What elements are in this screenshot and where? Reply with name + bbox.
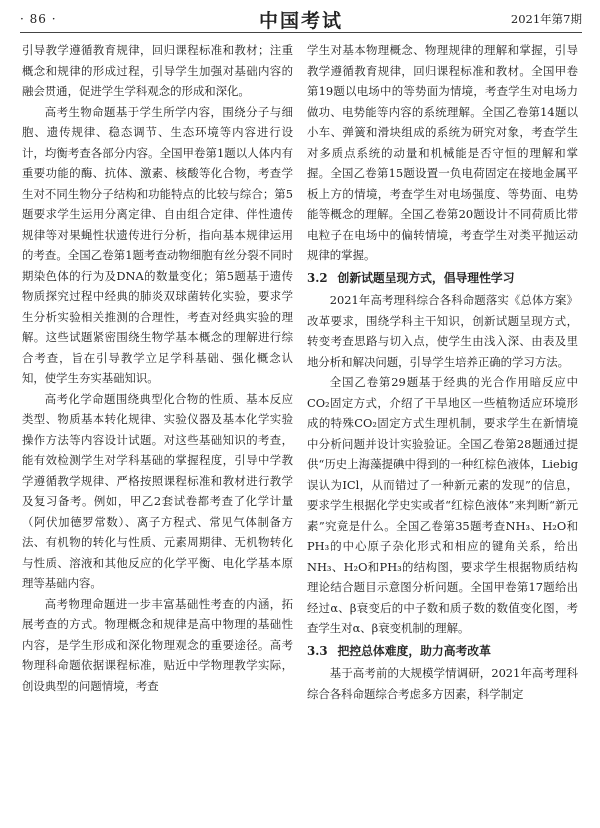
- page-number: · 86 ·: [20, 12, 57, 26]
- section-heading: [307, 641, 578, 662]
- section-number: 3.2: [307, 270, 328, 285]
- section-heading: [307, 268, 578, 289]
- issue-label: 2021年第7期: [510, 12, 582, 26]
- paragraph: 高考物理命题进一步丰富基础性考查的内涵，拓展考查的方式。物理概念和规律是高中物理的基础性内容，是学生形成和深化物理观念的重要途径。高考物理科命题依据课程标准，贴近中学物理教学实际，创设典型的问题情境，考查: [22, 596, 293, 693]
- left-column: [22, 40, 293, 822]
- section-title: 把控总体难度，助力高考改革: [337, 643, 491, 658]
- paragraph: 引导教学遵循教育规律，回归课程标准和教材；注重概念和规律的形成过程，引导学生加强对基础内容的融会贯通，促进学生学科观念的形成和深化。: [22, 43, 293, 98]
- paragraph: 学生对基本物理概念、物理规律的理解和掌握，引导教学遵循教育规律，回归课程标准和教材。全国甲卷第19题以电场中的等势面为情境，考查学生对电场力做功、电势能等内容的系统理解。全国乙卷第14题以小车、弹簧和滑块组成的系统为研究对象，考查学生对多质点系统的动量和机械能是否守恒的理解和掌握。全国乙卷第15题设置一负电荷固定在接地金属平板上方的情境，考查学生对电场强度、等势面、电势能等概念的理解。全国乙卷第20题设计不同荷质比带电粒子在电场中的偏转情境，考查学生对类平抛运动规律的掌握。: [307, 43, 578, 262]
- paragraph: 2021年高考理科综合各科命题落实《总体方案》改革要求，围绕学科主干知识，创新试题呈现方式，转变考查思路与切入点，使学生由浅入深、由表及里地分析和解决问题，引导学生培养正确的学习方法。: [307, 293, 578, 369]
- page-header: [20, 6, 582, 33]
- paragraph: 全国乙卷第29题基于经典的光合作用暗反应中CO₂固定方式，介绍了干旱地区一些植物适应环境形成的特殊CO₂固定方式生理机制，要求学生在新情境中分析问题并设计实验验证。全国乙卷第28题通过提供“历史上海藻提碘中得到的一种红棕色液体，Liebig误认为ICl，从而错过了一种新元素的发现”的信息，要求学生根据化学史实或者“红棕色液体”来判断“新元素”究竟是什么。全国乙卷第35题考查NH₃、H₂O和PH₃的中心原子杂化形式和相应的键角关系，给出NH₃、H₂O和PH₃的结构图，要求学生根据物质结构理论结合题目示意图分析问题。全国甲卷第17题给出经过α、β衰变后的中子数和质子数的数值变化图，考查学生对α、β衰变机制的理解。: [307, 375, 578, 635]
- paragraph: 基于高考前的大规模学情调研，2021年高考理科综合各科命题综合考虑多方因素，科学制定: [307, 666, 578, 701]
- section-number: 3.3: [307, 643, 328, 658]
- paragraph: 高考化学命题围绕典型化合物的性质、基本反应类型、物质基本转化规律、实验仪器及基本化学实验操作方法等内容设计试题。对这些基础知识的考查，能有效检测学生对学科基础的掌握程度，引导中学教学遵循教学规律、严格按照课程标准和教材进行教学及复习备考。例如，甲乙2套试卷都考查了化学计量（阿伏加德罗常数）、离子方程式、常见气体制备方法、有机物的转化与性质、元素周期律、无机物转化与性质、溶液和其他反应的化学平衡、电化学基本原理等基础内容。: [22, 391, 293, 590]
- section-title: 创新试题呈现方式，倡导理性学习: [337, 270, 515, 285]
- paragraph: 高考生物命题基于学生所学内容，围绕分子与细胞、遗传规律、稳态调节、生态环境等内容进行设计，均衡考查各部分内容。全国甲卷第1题以人体内有重要功能的酶、抗体、激素、核酸等化合物，考查学生对不同生物分子结构和功能特点的比较与综合；第5题要求学生运用分离定律、自由组合定律、伴性遗传规律等对果蝇性状遗传进行分析，指向基本规律运用的考查。全国乙卷第1题考查动物细胞有丝分裂不同时期染色体的行为及DNA的数量变化；第5题基于遗传物质探究过程中经典的肺炎双球菌转化实验，要求学生分析实验相关推测的合理性，考查对经典实验的理解。这些试题紧密围绕生物学基本概念的理解进行综合考查，旨在引导教学立足学科基础、强化概念认知，使学生夯实基础知识。: [22, 104, 293, 385]
- right-column: [307, 40, 578, 822]
- journal-title: 中国考试: [258, 9, 343, 32]
